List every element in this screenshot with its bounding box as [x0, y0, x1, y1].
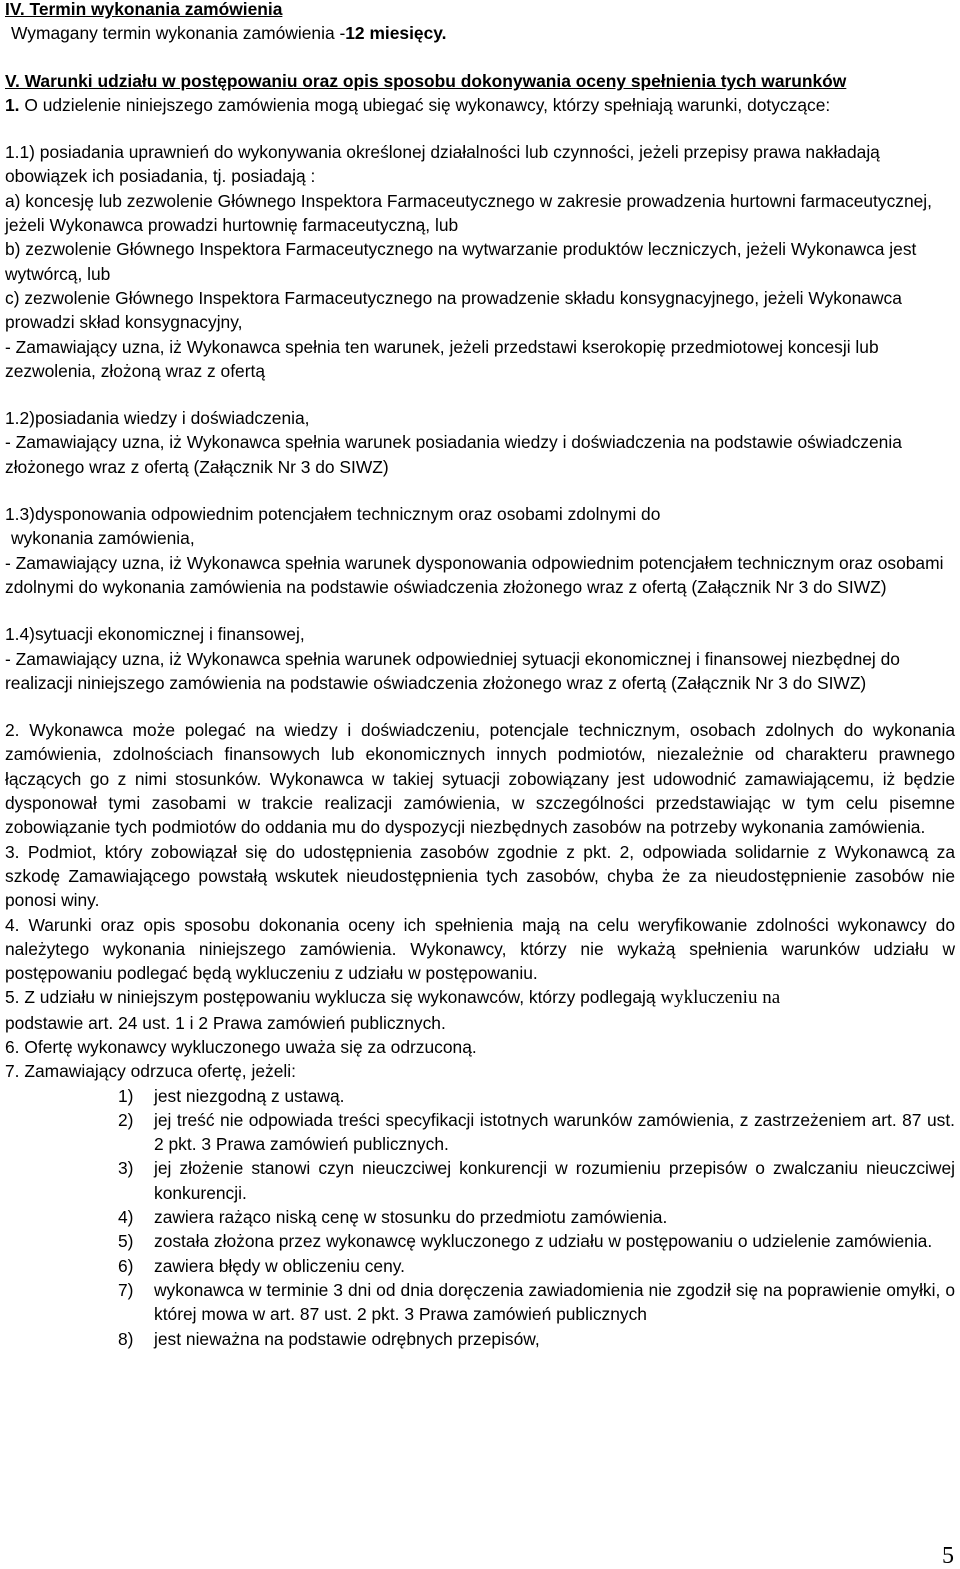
term-label: Wymagany termin wykonania zamówienia -: [11, 23, 346, 44]
paragraph-1-text: O udzielenie niniejszego zamówienia mogą ubiegać się wykonawcy, którzy spełniają warunki, dotyczące:: [19, 94, 831, 115]
paragraph-2: 2. Wykonawca może polegać na wiedzy i doświadczeniu, potencjale technicznym, osobach zdolnych do wykonania zamówienia, zdolnościach finansowych lub ekonomicznych innych podmiotów, niezależnie od charakteru prawnego łączących go z nimi stosunków. Wykonawca w takiej sytuacji zobowiązany jest udowodnić zamawiającemu, iż będzie dysponował tymi zasobami w trakcie realizacji zamówienia, w szczególności przedstawiając w tym celu pisemne zobowiązanie tych podmiotów do oddania mu do dyspozycji niezbędnych zasobów na potrzeby wykonania zamówienia.: [5, 720, 955, 838]
paragraph-6: 6. Ofertę wykonawcy wykluczonego uważa się za odrzuconą.: [5, 1036, 477, 1057]
condition-1-2-note: - Zamawiający uzna, iż Wykonawca spełnia warunek posiadania wiedzy i doświadczenia na podstawie oświadczenia złożonego wraz z ofertą (Załącznik Nr 3 do SIWZ): [5, 432, 902, 477]
list-item-number: 7): [118, 1279, 134, 1300]
list-item-text: jest niezgodną z ustawą.: [154, 1085, 345, 1106]
paragraph-1-number: 1.: [5, 94, 20, 115]
list-item-number: 5): [118, 1231, 134, 1252]
condition-1-2-title: 1.2)posiadania wiedzy i doświadczenia,: [5, 408, 310, 429]
condition-1-1-a: a) koncesję lub zezwolenie Głównego Inspektora Farmaceutycznego w zakresie prowadzenia hurtowni farmaceutycznej, jeżeli Wykonawca prowadzi hurtownię farmaceutyczną, lub: [5, 190, 933, 236]
list-item-text: została złożona przez wykonawcę wykluczonego z udziału w postępowaniu o udzielenie zamówienia.: [154, 1231, 933, 1252]
condition-1-1-b: b) zezwolenie Głównego Inspektora Farmaceutycznego na wytwarzanie produktów leczniczych, jeżeli Wykonawca jest wytwórcą, lub: [5, 239, 917, 284]
list-item: [5, 1205, 955, 1229]
condition-1-3-note: - Zamawiający uzna, iż Wykonawca spełnia warunek dysponowania odpowiednim potencjałem technicznym oraz osobami zdolnymi do wykonania zamówienia na podstawie oświadczenia złożonego wraz z ofertą (Załącznik Nr 3 do SIWZ): [5, 552, 944, 597]
condition-1-1-c: c) zezwolenie Głównego Inspektora Farmaceutycznego na prowadzenie składu konsygnacyjnego, jeżeli Wykonawca prowadzi skład konsygnacyjny,: [5, 287, 902, 333]
condition-1-3-title-cont: wykonania zamówienia,: [11, 528, 195, 549]
condition-1-3-title: 1.3)dysponowania odpowiednim potencjałem technicznym oraz osobami zdolnymi do: [5, 504, 661, 525]
section-iv-term: [5, 21, 955, 45]
condition-1-1-title: 1.1) posiadania uprawnień do wykonywania określonej działalności lub czynności, jeżeli przepisy prawa nakładają obowiązek ich posiadania, tj. posiadają :: [5, 142, 880, 187]
list-item: [5, 1108, 955, 1157]
list-item-number: 3): [118, 1158, 134, 1179]
paragraph-3: 3. Podmiot, który zobowiązał się do udostępnienia zasobów zgodnie z pkt. 2, odpowiada solidarnie z Wykonawcą za szkodę Zamawiającego powstałą wskutek nieudostępnienia tych zasobów, chyba że za nieudostępnienie zasobów nie ponosi winy.: [5, 841, 955, 911]
list-item-number: 8): [118, 1328, 134, 1349]
paragraph-4: 4. Warunki oraz opis sposobu dokonania oceny ich spełnienia mają na celu weryfikowanie zdolności wykonawcy do należytego wykonania niniejszego zamówienia. Wykonawcy, którzy nie wykażą spełnienia warunków udziału w postępowaniu podlegać będą wykluczeniu z udziału w postępowaniu.: [5, 914, 955, 984]
list-item-number: 4): [118, 1207, 134, 1228]
term-value: 12 miesięcy.: [345, 23, 447, 44]
paragraph-7: 7. Zamawiający odrzuca ofertę, jeżeli:: [5, 1061, 296, 1082]
document-page: [5, 0, 955, 1351]
rejection-reasons-list: [5, 1084, 955, 1351]
list-item-text: zawiera rażąco niską cenę w stosunku do przedmiotu zamówienia.: [154, 1207, 668, 1228]
condition-1-1-note: - Zamawiający uzna, iż Wykonawca spełnia ten warunek, jeżeli przedstawi kserokopię przedmiotowej koncesji lub zezwolenia, złożoną wraz z ofertą: [5, 336, 879, 381]
list-item: [5, 1229, 955, 1253]
section-iv-heading: IV. Termin wykonania zamówienia: [5, 0, 283, 19]
paragraph-5: [5, 985, 955, 1010]
list-item: [5, 1084, 955, 1108]
section-v-paragraph-1: [5, 93, 955, 117]
list-item-number: 1): [118, 1085, 134, 1106]
paragraph-5-text: 5. Z udziału w niniejszym postępowaniu wyklucza się wykonawców, którzy podlegają: [5, 987, 661, 1008]
paragraph-5-cont: podstawie art. 24 ust. 1 i 2 Prawa zamówień publicznych.: [5, 1012, 446, 1033]
list-item: [5, 1278, 955, 1327]
list-item-text: wykonawca w terminie 3 dni od dnia doręczenia zawiadomienia nie zgodził się na poprawienie omyłki, o której mowa w art. 87 ust. 2 pkt. 3 Prawa zamówień publicznych: [154, 1279, 955, 1325]
list-item-number: 2): [118, 1109, 134, 1130]
section-v-heading: V. Warunki udziału w postępowaniu oraz opis sposobu dokonywania oceny spełnienia tych warunków: [5, 70, 847, 91]
list-item-text: jej treść nie odpowiada treści specyfikacji istotnych warunków zamówienia, z zastrzeżeniem art. 87 ust. 2 pkt. 3 Prawa zamówień publicznych.: [154, 1109, 955, 1155]
condition-1-4-note: - Zamawiający uzna, iż Wykonawca spełnia warunek odpowiedniej sytuacji ekonomicznej i finansowej niezbędnej do realizacji niniejszego zamówienia na podstawie oświadczenia złożonego wraz z ofertą (Załącznik Nr 3 do SIWZ): [5, 648, 900, 693]
list-item-text: zawiera błędy w obliczeniu ceny.: [154, 1255, 406, 1276]
list-item: [5, 1156, 955, 1205]
paragraph-5-serif-text: wykluczeniu na: [660, 987, 781, 1009]
list-item: [5, 1254, 955, 1278]
page-number: 5: [942, 1542, 954, 1569]
list-item-text: jest nieważna na podstawie odrębnych przepisów,: [154, 1328, 540, 1349]
list-item-number: 6): [118, 1255, 134, 1276]
list-item-text: jej złożenie stanowi czyn nieuczciwej konkurencji w rozumieniu przepisów o zwalczaniu nieuczciwej konkurencji.: [154, 1158, 955, 1203]
list-item: [5, 1327, 955, 1351]
condition-1-4-title: 1.4)sytuacji ekonomicznej i finansowej,: [5, 624, 305, 645]
